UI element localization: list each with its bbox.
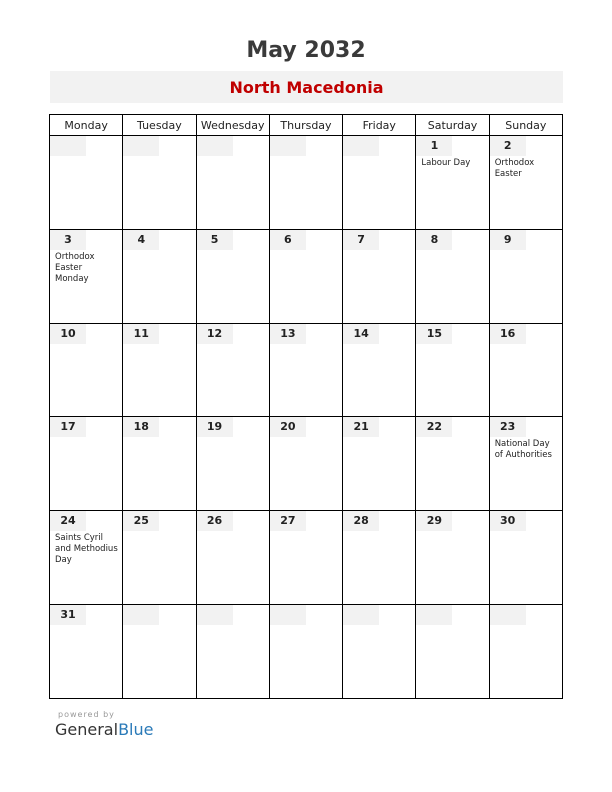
day-number: 29	[416, 511, 452, 531]
day-cell	[50, 323, 123, 417]
weekday-header: Sunday	[489, 115, 562, 136]
day-cell	[196, 605, 269, 699]
day-number	[123, 605, 159, 625]
holiday-label: Orthodox Easter	[494, 158, 535, 179]
day-number: 9	[490, 230, 526, 250]
weekday-header: Monday	[50, 115, 123, 136]
weekday-header: Wednesday	[196, 115, 269, 136]
day-number: 3	[50, 230, 86, 250]
day-number: 24	[50, 511, 86, 531]
day-number: 10	[50, 324, 86, 344]
day-cell	[196, 511, 269, 605]
day-number: 30	[490, 511, 526, 531]
day-cell	[50, 511, 123, 605]
weekday-header: Friday	[343, 115, 416, 136]
day-cell	[343, 229, 416, 323]
day-number: 8	[416, 230, 452, 250]
day-number: 21	[343, 417, 379, 437]
day-number: 22	[416, 417, 452, 437]
day-cell	[489, 136, 562, 230]
day-number: 18	[123, 417, 159, 437]
day-number: 23	[490, 417, 526, 437]
day-number: 25	[123, 511, 159, 531]
day-number: 11	[123, 324, 159, 344]
day-number: 28	[343, 511, 379, 531]
day-number: 13	[270, 324, 306, 344]
day-number: 2	[490, 136, 526, 156]
holiday-label: Saints Cyril and Methodius Day	[55, 533, 118, 566]
brand-blue: Blue	[118, 720, 154, 739]
day-cell	[196, 417, 269, 511]
day-cell	[196, 229, 269, 323]
day-number: 1	[416, 136, 452, 156]
day-number	[416, 605, 452, 625]
day-cell	[269, 323, 342, 417]
day-number: 20	[270, 417, 306, 437]
week-row	[50, 605, 563, 699]
day-number	[270, 136, 306, 156]
weekday-header-row	[50, 115, 563, 136]
generalblue-logo[interactable]	[55, 720, 153, 739]
day-cell	[123, 229, 196, 323]
footer	[55, 710, 153, 739]
day-number: 19	[197, 417, 233, 437]
week-row	[50, 136, 563, 230]
day-number	[490, 605, 526, 625]
day-cell	[269, 136, 342, 230]
day-number	[50, 136, 86, 156]
day-cell	[489, 323, 562, 417]
day-cell	[416, 229, 489, 323]
day-number	[343, 605, 379, 625]
day-cell	[343, 323, 416, 417]
day-number: 16	[490, 324, 526, 344]
day-number: 12	[197, 324, 233, 344]
day-cell	[489, 605, 562, 699]
day-cell	[343, 417, 416, 511]
day-number	[343, 136, 379, 156]
day-cell	[123, 417, 196, 511]
day-number: 6	[270, 230, 306, 250]
day-cell	[196, 323, 269, 417]
day-cell	[123, 323, 196, 417]
day-number	[270, 605, 306, 625]
weekday-header: Thursday	[269, 115, 342, 136]
day-cell	[343, 136, 416, 230]
week-row	[50, 323, 563, 417]
day-cell	[123, 511, 196, 605]
day-cell	[416, 417, 489, 511]
weekday-header: Saturday	[416, 115, 489, 136]
holiday-label: Orthodox Easter Monday	[55, 251, 95, 284]
day-cell	[343, 511, 416, 605]
day-cell	[269, 511, 342, 605]
powered-by-text: powered by	[58, 710, 115, 719]
day-number: 15	[416, 324, 452, 344]
day-number: 14	[343, 324, 379, 344]
weekday-header: Tuesday	[123, 115, 196, 136]
day-cell	[123, 605, 196, 699]
day-cell	[50, 417, 123, 511]
day-cell	[416, 605, 489, 699]
day-number: 17	[50, 417, 86, 437]
day-cell	[489, 229, 562, 323]
day-cell	[123, 136, 196, 230]
day-cell	[50, 229, 123, 323]
day-cell	[489, 511, 562, 605]
day-cell	[489, 417, 562, 511]
day-number: 31	[50, 605, 86, 625]
day-number: 7	[343, 230, 379, 250]
day-cell	[416, 323, 489, 417]
day-cell	[416, 136, 489, 230]
day-number	[123, 136, 159, 156]
week-row	[50, 417, 563, 511]
week-row	[50, 229, 563, 323]
brand-general: General	[55, 720, 119, 739]
day-number	[197, 136, 233, 156]
day-cell	[196, 136, 269, 230]
week-row	[50, 511, 563, 605]
country-name: North Macedonia	[229, 78, 384, 97]
day-number: 4	[123, 230, 159, 250]
country-banner	[50, 71, 563, 103]
calendar-grid	[49, 114, 563, 699]
day-cell	[269, 605, 342, 699]
day-number: 26	[197, 511, 233, 531]
holiday-label: Labour Day	[421, 158, 471, 168]
day-cell	[50, 605, 123, 699]
day-cell	[269, 417, 342, 511]
holiday-label: National Day of Authorities	[494, 439, 552, 461]
day-cell	[343, 605, 416, 699]
day-cell	[50, 136, 123, 230]
day-number: 5	[197, 230, 233, 250]
day-number: 27	[270, 511, 306, 531]
page-title: May 2032	[246, 38, 366, 63]
day-number	[197, 605, 233, 625]
day-cell	[416, 511, 489, 605]
day-cell	[269, 229, 342, 323]
